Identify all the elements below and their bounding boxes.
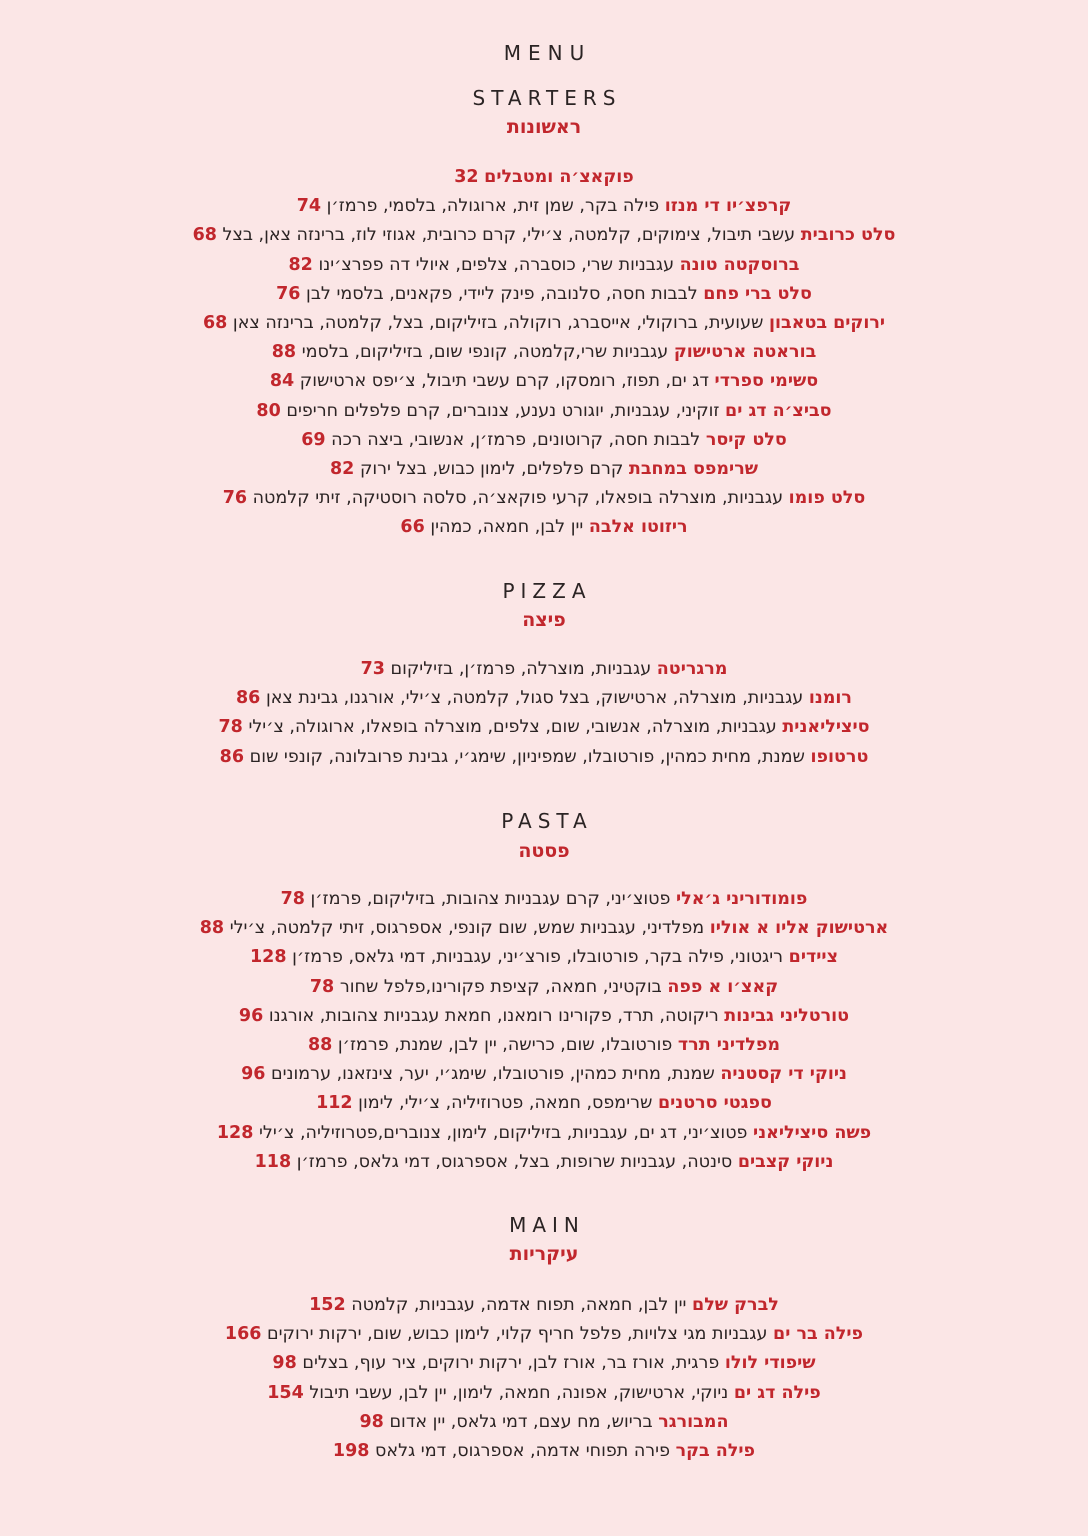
menu-item-name: רומנו	[808, 688, 852, 709]
menu-item-name: סשימי ספרדי	[714, 371, 819, 392]
menu-item-name: שרימפס במחבת	[628, 458, 758, 479]
menu-item-name: שיפודי לולו	[724, 1353, 816, 1374]
menu-item	[0, 426, 1088, 455]
menu-item-name: קרפצ׳יו די מנזו	[664, 196, 792, 217]
menu-item-description: מפלדיני, עגבניות שמש, שום קונפי, אספרגוס, זיתי קלמטה, צ׳ילי	[229, 918, 705, 939]
menu-item-description: לבבות חסה, סלנובה, פינק ליידי, פקאנים, בלסמי לבן	[306, 283, 698, 304]
menu-item-description: יין לבן, חמאה, כמהין	[430, 517, 584, 538]
menu-item-price: 88	[271, 342, 297, 363]
menu-item	[0, 943, 1088, 972]
main-list	[0, 1291, 1088, 1466]
menu-item	[0, 973, 1088, 1002]
section-subtitle-starters: ראשונות	[506, 116, 582, 138]
menu-item	[0, 192, 1088, 221]
menu-item-name: פילה דג ים	[733, 1382, 821, 1403]
menu-item-description: עשבי תיבול, צימוקים, קלמטה, צ׳ילי, קרם כרובית, אגוזי לוז, ברינזה צאן, בצל	[222, 225, 796, 246]
menu-item-price: 86	[219, 746, 244, 767]
menu-item-description: עגבניות, מוצרלה, אנשובי, שום, צלפים, מוצרלה בופאלו, ארוגולה, צ׳ילי	[248, 717, 777, 738]
menu-item-name: סלט כרובית	[800, 225, 896, 246]
menu-item-price: 128	[216, 1122, 254, 1143]
menu-item-description: עגבניות מגי צלויות, פלפל חריף קלוי, לימון כבוש, שום, ירקות ירוקים	[267, 1324, 768, 1345]
menu-item-name: קאצ׳ו א פפה	[667, 976, 779, 997]
menu-item-price: 152	[309, 1295, 346, 1315]
menu-item-description: קרם פלפלים, לימון כבוש, בצל ירוק	[359, 458, 624, 479]
menu-item-price: 128	[249, 947, 287, 968]
menu-item-price: 78	[309, 976, 335, 997]
menu-item	[0, 251, 1088, 280]
menu-item	[0, 1291, 1088, 1320]
menu-item	[0, 1031, 1088, 1060]
menu-item-description: יין לבן, חמאה, תפוח אדמה, עגבניות, קלמטה	[351, 1295, 687, 1315]
menu-item-name: סלט קיסר	[705, 429, 787, 450]
section-subtitle-pizza: פיצה	[522, 609, 566, 631]
pasta-list	[0, 885, 1088, 1177]
menu-item-price: 76	[222, 488, 248, 509]
menu-item	[0, 684, 1088, 713]
menu-item-price: 68	[192, 225, 217, 246]
menu-item	[0, 1148, 1088, 1177]
menu-item	[0, 1119, 1088, 1148]
menu-item-name: סיציליאנית	[782, 717, 870, 738]
menu-item-name: פוקאצ׳ה ומטבלים	[484, 167, 634, 187]
menu-item	[0, 367, 1088, 396]
menu-item-price: 88	[199, 918, 225, 939]
menu-item-price: 198	[332, 1440, 370, 1461]
menu-item-description: עגבניות שרי, כוסברה, צלפים, איולי דה פפרצ׳ינו	[318, 254, 675, 275]
menu-item-description: דג ים, תפוז, רומסקו, קרם עשבי תיבול, צ׳יפס ארטישוק	[299, 371, 709, 392]
section-subtitle-main: עיקריות	[509, 1243, 579, 1265]
menu-item	[0, 655, 1088, 684]
section-title-pizza: PIZZA	[502, 579, 592, 603]
menu-item-name: סלט ברי פחם	[703, 283, 812, 304]
menu-item	[0, 338, 1088, 367]
menu-item-price: 78	[218, 717, 243, 738]
menu-item-price: 98	[272, 1353, 297, 1374]
menu-item	[0, 455, 1088, 484]
menu-item-description: שרימפס, חמאה, פטרוזיליה, צ׳ילי, לימון	[358, 1093, 653, 1114]
menu-item-description: שמנת, מחית כמהין, פורטובלו, שמפיניון, שימג׳י, גבינת פרובלונה, קונפי שום	[249, 746, 805, 767]
menu-item-description: עגבניות, מוצרלה, פרמז׳ן, בזיליקום	[390, 659, 652, 679]
menu-item-name: ברוסקטה טונה	[679, 254, 800, 275]
menu-item-description: עגבניות, מוצרלה, ארטישוק, בצל סגול, קלמטה, צ׳ילי, אורגנו, גבינת צאן	[265, 688, 804, 709]
menu-item-price: 82	[288, 254, 313, 275]
menu-item-name: ירוקים בטאבון	[769, 312, 886, 333]
menu-item	[0, 1060, 1088, 1089]
menu-item-price: 112	[316, 1093, 353, 1114]
menu-item-name: סלט פומו	[788, 488, 866, 509]
menu-item-description: פירה תפוחי אדמה, אספרגוס, דמי גלאס	[375, 1440, 671, 1461]
menu-item-description: שמנת, מחית כמהין, פורטובלו, שימג׳י, יער, צינזאנו, ערמונים	[271, 1064, 715, 1085]
menu-item-description: בוקטיני, חמאה, קציפת פקורינו,פלפל שחור	[339, 976, 662, 997]
menu-item-description: ניוקי, ארטישוק, אפונה, חמאה, לימון, יין לבן, עשבי תיבול	[309, 1382, 729, 1403]
menu-item-name: המבורגר	[658, 1411, 729, 1432]
menu-item	[0, 513, 1088, 542]
menu-item	[0, 484, 1088, 513]
menu-item-description: עגבניות שרי,קלמטה, קונפי שום, בזיליקום, בלסמי	[301, 342, 669, 363]
menu-item-description: שעועית, ברוקולי, אייסברג, רוקולה, בזיליקום, בצל, קלמטה, ברינזה צאן	[232, 312, 764, 333]
menu-item-description: פורטובלו, שום, כרישה, יין לבן, שמנת, פרמז׳ן	[337, 1034, 673, 1055]
menu-item	[0, 309, 1088, 338]
menu-item-price: 88	[307, 1034, 333, 1055]
menu-item-name: סביצ׳ה דג ים	[725, 400, 832, 421]
section-title-starters: STARTERS	[472, 86, 622, 110]
menu-item-name: ציידים	[788, 947, 838, 968]
menu-item-name: ספגטי סרטנים	[657, 1093, 772, 1114]
menu-item-price: 82	[330, 458, 355, 479]
menu-item	[0, 1349, 1088, 1378]
menu-item	[0, 1089, 1088, 1118]
menu-item-name: טורטליני גבינות	[724, 1005, 850, 1026]
menu-item	[0, 1437, 1088, 1466]
menu-item-price: 68	[202, 312, 228, 333]
menu-item-price: 98	[359, 1411, 384, 1432]
menu-item-description: פילה בקר, שמן זית, ארוגולה, בלסמי, פרמז׳ן	[326, 196, 660, 217]
menu-item-name: לברק שלם	[692, 1295, 779, 1315]
pizza-list	[0, 655, 1088, 772]
starters-list	[0, 163, 1088, 542]
menu-item-description: זוקיני, עגבניות, יוגורט נענע, צנוברים, קרם פלפלים חריפים	[286, 400, 720, 421]
menu-item-name: ניוקי די קסטניה	[720, 1064, 847, 1085]
menu-item-description: ריקוטה, תרד, פקורינו רומאנו, חמאת עגבניות צהובות, אורגנו	[268, 1005, 719, 1026]
menu-item	[0, 1379, 1088, 1408]
menu-item-name: פילה בקר	[675, 1440, 756, 1461]
menu-item-price: 118	[254, 1151, 292, 1172]
menu-item	[0, 221, 1088, 250]
menu-item-name: ניוקי קצבים	[737, 1151, 834, 1172]
menu-item	[0, 885, 1088, 914]
menu-item-description: פטוצ׳יני, קרם עגבניות צהובות, בזיליקום, פרמז׳ן	[310, 889, 671, 909]
menu-item-name: טרטופו	[810, 746, 869, 767]
menu-item-name: פומודוריני ג׳אלי	[676, 889, 808, 909]
menu-item-price: 84	[269, 371, 295, 392]
menu-item-price: 96	[241, 1064, 266, 1085]
menu-item-price: 154	[267, 1382, 304, 1403]
menu-item	[0, 280, 1088, 309]
menu-item-price: 73	[360, 659, 385, 679]
menu-item-name: מפלדיני תרד	[677, 1034, 781, 1055]
menu-item-name: פילה בר ים	[773, 1324, 864, 1345]
menu-item	[0, 397, 1088, 426]
menu-item-price: 78	[280, 889, 305, 909]
menu-item-price: 32	[454, 167, 479, 187]
menu-item	[0, 914, 1088, 943]
menu-item-description: סינטה, עגבניות שרופות, בצל, אספרגוס, דמי גלאס, פרמז׳ן	[296, 1151, 733, 1172]
section-title-pasta: PASTA	[501, 809, 593, 833]
menu-item	[0, 1320, 1088, 1349]
menu-item-price: 96	[238, 1005, 264, 1026]
menu-item-name: ריזוטו אלבה	[588, 517, 688, 538]
menu-item	[0, 163, 1088, 192]
section-subtitle-pasta: פסטה	[518, 840, 570, 862]
menu-item	[0, 1408, 1088, 1437]
menu-item-description: בריוש, מח עצם, דמי גלאס, יין אדום	[389, 1411, 653, 1432]
menu-item-name: בוראטה ארטישוק	[673, 342, 817, 363]
menu-item-price: 166	[224, 1324, 262, 1345]
menu-item-description: לבבות חסה, קרוטונים, פרמז׳ן, אנשובי, ביצה רכה	[331, 429, 701, 450]
menu-item-description: עגבניות, מוצרלה בופאלו, קרעי פוקאצ׳ה, סלסה רוסטיקה, זיתי קלמטה	[252, 488, 784, 509]
menu-item-description: פטוצ׳יני, דג ים, עגבניות, בזיליקום, לימון, צנוברים,פטרוזיליה, צ׳ילי	[258, 1122, 748, 1143]
menu-item-name: מרגריטה	[656, 659, 728, 679]
menu-item-description: פרגית, אורז בר, אורז לבן, ירקות ירוקים, ציר עוף, בצלים	[302, 1353, 720, 1374]
menu-title: MENU	[503, 41, 592, 65]
menu-item-price: 69	[301, 429, 326, 450]
menu-item-name: ארטישוק אליו א אוליו	[709, 918, 889, 939]
menu-item-price: 80	[256, 400, 281, 421]
menu-item-price: 66	[400, 517, 425, 538]
menu-item-price: 86	[236, 688, 261, 709]
menu-item-name: פשה סיציליאני	[753, 1122, 872, 1143]
menu-item-description: ריגטוני, פילה בקר, פורטובלו, פורצ׳יני, עגבניות, דמי גלאס, פרמז׳ן	[292, 947, 784, 968]
menu-item-price: 76	[276, 283, 301, 304]
section-title-main: MAIN	[509, 1213, 585, 1237]
menu-item	[0, 743, 1088, 772]
menu-item	[0, 713, 1088, 742]
menu-item-price: 74	[296, 196, 322, 217]
menu-item	[0, 1002, 1088, 1031]
